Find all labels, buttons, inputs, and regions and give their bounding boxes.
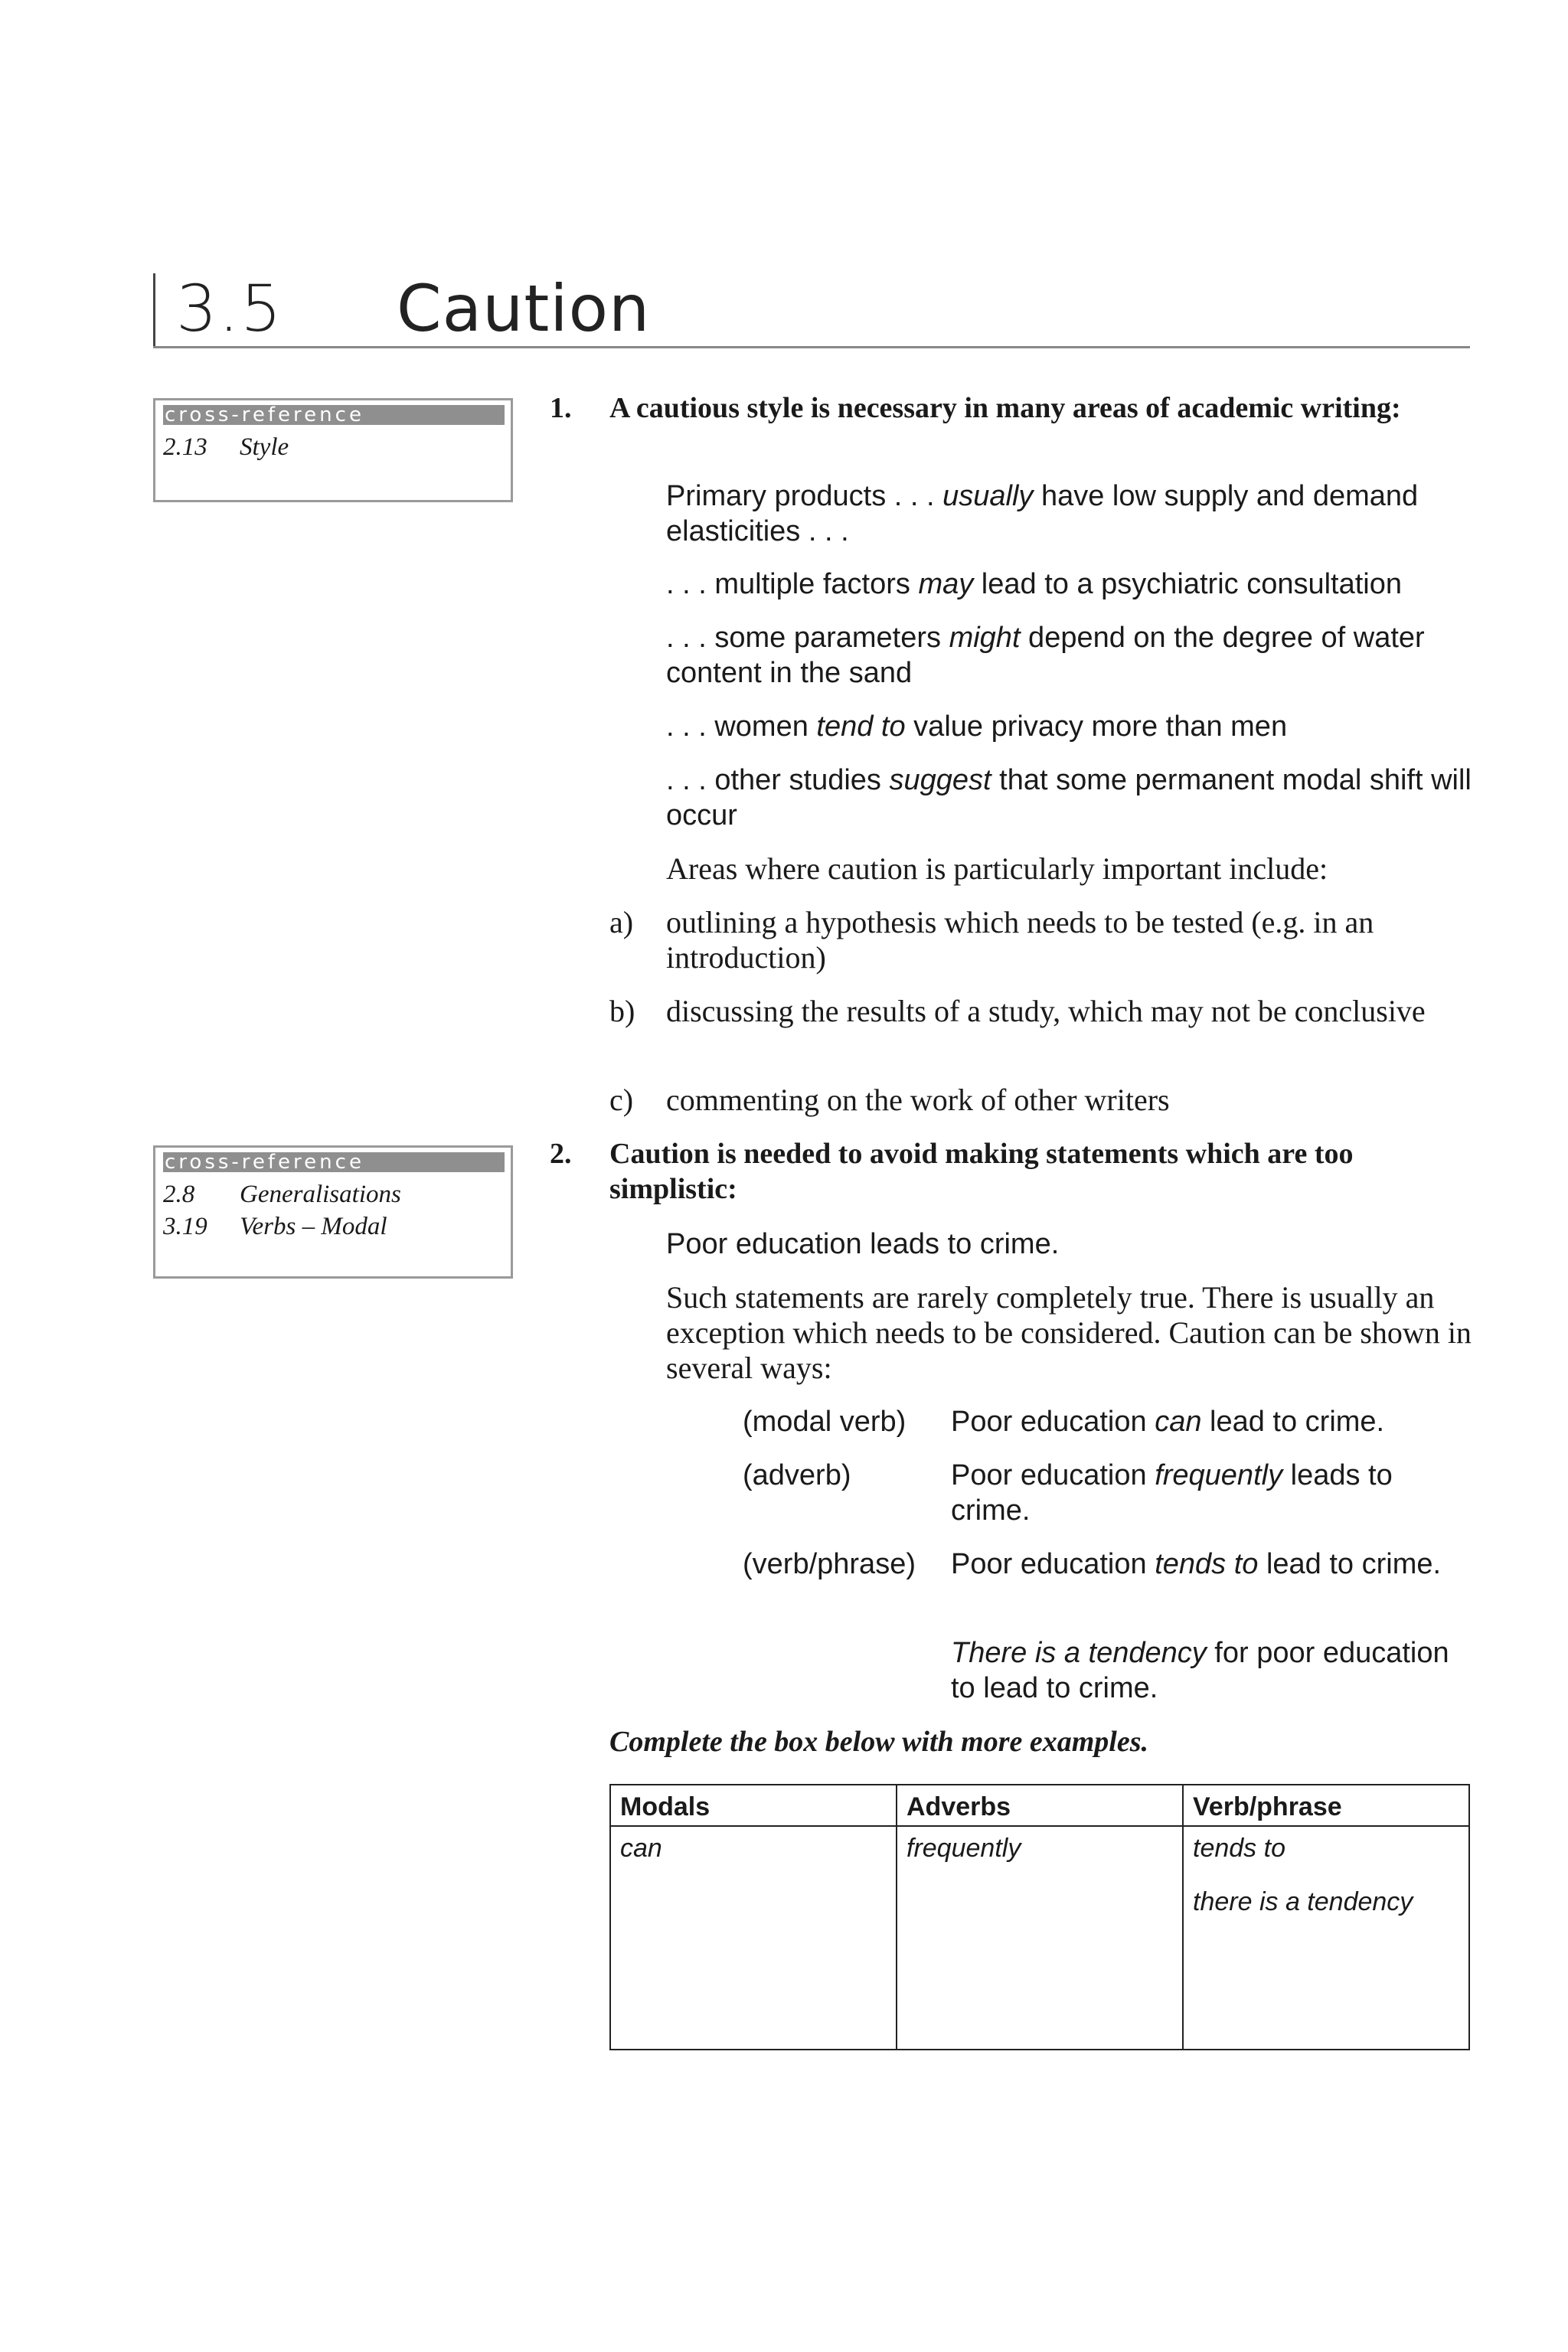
cross-reference-entry xyxy=(155,1210,511,1243)
point-number-2: 2. xyxy=(550,1138,572,1170)
table-header-modals: Modals xyxy=(620,1792,710,1821)
point-number-1: 1. xyxy=(550,392,572,424)
example-line: . . . other studies suggest that some permanent modal shift will occur xyxy=(666,764,1472,831)
xref-number: 2.8 xyxy=(163,1181,195,1208)
example-line: Poor education leads to crime. xyxy=(666,1228,1060,1260)
areas-intro: Areas where caution is particularly important include: xyxy=(666,851,1328,886)
table-cell: frequently xyxy=(906,1834,1021,1863)
example-line: . . . women tend to value privacy more than men xyxy=(666,710,1288,743)
list-label: a) xyxy=(609,905,634,939)
section-title: Caution xyxy=(397,271,651,346)
table-cell: there is a tendency xyxy=(1193,1887,1413,1916)
cross-reference-entry xyxy=(155,431,511,463)
list-label: c) xyxy=(609,1083,634,1117)
exercise-instruction: Complete the box below with more examples. xyxy=(609,1726,1149,1758)
table-cell: tends to xyxy=(1193,1834,1285,1863)
heading-vertical-rule xyxy=(153,273,155,348)
example-line: . . . multiple factors may lead to a psychiatric consultation xyxy=(666,568,1403,600)
cross-reference-box-2 xyxy=(153,1145,513,1279)
list-item: commenting on the work of other writers xyxy=(666,1083,1170,1117)
method-example: Poor education can lead to crime. xyxy=(951,1406,1385,1438)
section-number: 3.5 xyxy=(176,271,283,346)
xref-number: 2.13 xyxy=(163,433,207,461)
method-example: Poor education tends to lead to crime. xyxy=(951,1548,1442,1580)
method-label: (modal verb) xyxy=(743,1406,906,1438)
cross-reference-label: cross-reference xyxy=(163,1152,505,1172)
examples-table xyxy=(609,1784,1470,2050)
example-line: . . . some parameters might depend on the degree of water content in the sand xyxy=(666,622,1425,689)
table-header-adverbs: Adverbs xyxy=(906,1792,1011,1821)
method-example: There is a tendency for poor education to lead to crime. xyxy=(951,1637,1449,1704)
cross-reference-label: cross-reference xyxy=(163,405,505,425)
method-label: (verb/phrase) xyxy=(743,1548,916,1580)
cross-reference-box-1 xyxy=(153,398,513,502)
xref-topic: Generalisations xyxy=(240,1181,401,1208)
cross-reference-entry xyxy=(155,1178,511,1210)
heading-rule xyxy=(153,346,1470,348)
point-heading-1: A cautious style is necessary in many areas of academic writing: xyxy=(609,392,1401,424)
section-heading xyxy=(153,272,1470,348)
list-item: outlining a hypothesis which needs to be tested (e.g. in an introduction) xyxy=(666,905,1374,975)
point-heading-2: Caution is needed to avoid making statements which are too simplistic: xyxy=(609,1138,1354,1205)
example-line: Primary products . . . usually have low supply and demand elasticities . . . xyxy=(666,480,1419,547)
method-example: Poor education frequently leads to crime. xyxy=(951,1459,1393,1527)
xref-number: 3.19 xyxy=(163,1213,207,1240)
method-label: (adverb) xyxy=(743,1459,851,1491)
table-header-verb-phrase: Verb/phrase xyxy=(1193,1792,1342,1821)
list-label: b) xyxy=(609,994,635,1028)
table-header-rule xyxy=(611,1825,1468,1827)
xref-topic: Verbs – Modal xyxy=(240,1213,387,1240)
xref-topic: Style xyxy=(240,433,289,461)
explanation-paragraph: Such statements are rarely completely true. There is usually an exception which needs to be considered. Caution can be shown in several ways: xyxy=(666,1280,1472,1385)
table-cell: can xyxy=(620,1834,662,1863)
list-item: discussing the results of a study, which may not be conclusive xyxy=(666,994,1426,1028)
